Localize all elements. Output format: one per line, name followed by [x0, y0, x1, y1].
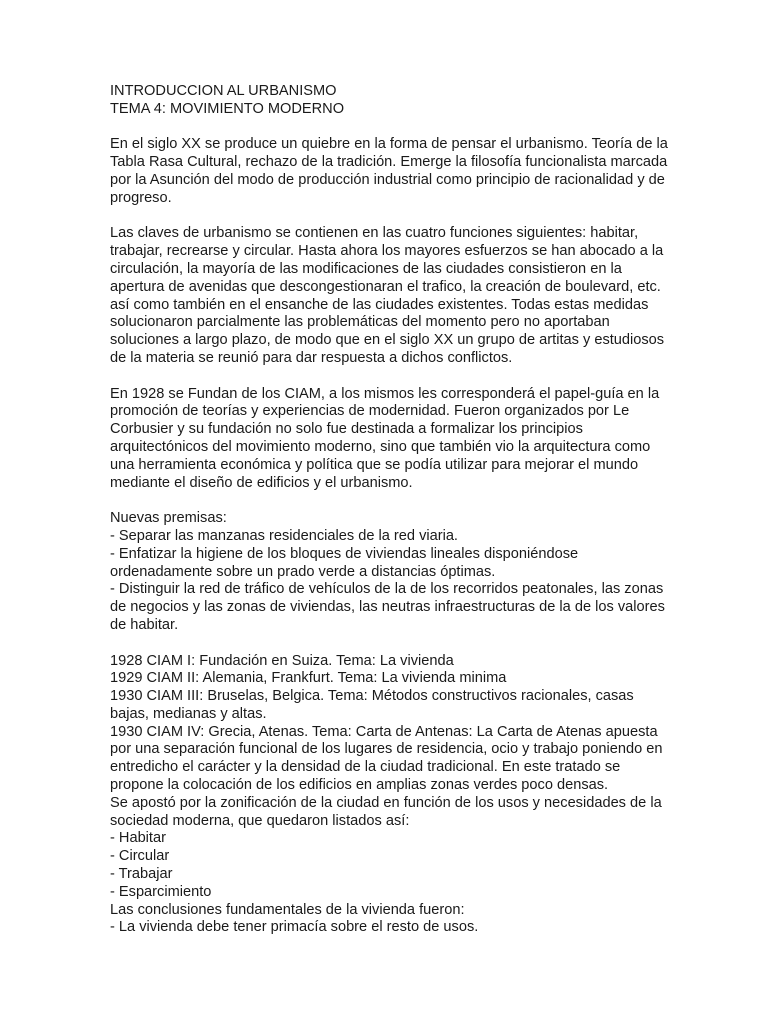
text-line: entredicho el carácter y la densidad de la ciudad tradicional. En este tratado se: [110, 759, 621, 776]
list-item: - Circular: [110, 848, 170, 865]
document-title: INTRODUCCION AL URBANISMO: [110, 83, 337, 99]
text-line: por la Asunción del modo de producción industrial como principio de racionalidad y de: [110, 171, 665, 188]
text-line: promoción de teorías y experiencias de modernidad. Fueron organizados por Le: [110, 403, 630, 420]
list-item: - Esparcimiento: [110, 883, 212, 900]
timeline-entry: 1930 CIAM IV: Grecia, Atenas. Tema: Carta de Antenas: La Carta de Atenas apuesta: [110, 723, 658, 740]
text-line: progreso.: [110, 189, 172, 206]
list-item: - La vivienda debe tener primacía sobre el resto de usos.: [110, 919, 479, 936]
text-line: propone la colocación de los edificios en amplias zonas verdes poco densas.: [110, 777, 609, 794]
text-line: de la materia se reunió para dar respuesta a dichos conflictos.: [110, 349, 513, 366]
timeline-entry: 1930 CIAM III: Bruselas, Belgica. Tema: Métodos constructivos racionales, casas: [110, 688, 634, 705]
text-line: de negocios y las zonas de viviendas, las neutras infraestructuras de la de los valores: [110, 599, 665, 616]
list-item: - Habitar: [110, 830, 166, 847]
paragraph-2: [110, 225, 728, 367]
text-line: así como también en el ensanche de las ciudades existentes. Todas estas medidas: [110, 296, 649, 313]
text-line: Corbusier y su fundación no solo fue destinada a formalizar los principios: [110, 421, 583, 438]
text-line: arquitectónicos del movimiento moderno, sino que también vio la arquitectura como: [110, 438, 651, 455]
text-line: Tabla Rasa Cultural, rechazo de la tradición. Emerge la filosofía funcionalista marcada: [110, 154, 668, 171]
text-line: Las claves de urbanismo se contienen en las cuatro funciones siguientes: habitar,: [110, 225, 639, 242]
list-item: - Trabajar: [110, 866, 173, 883]
text-line: bajas, medianas y altas.: [110, 705, 267, 722]
text-line: de habitar.: [110, 616, 179, 633]
text-line: mediante el diseño de edificios y el urbanismo.: [110, 474, 413, 491]
text-line: solucionaron parcialmente las problemáticas del momento pero no aportaban: [110, 314, 610, 331]
text-line: trabajar, recrearse y circular. Hasta ahora los mayores esfuerzos se han abocado a la: [110, 243, 664, 260]
timeline-entry: 1929 CIAM II: Alemania, Frankfurt. Tema: La vivienda minima: [110, 670, 507, 687]
text-line: En 1928 se Fundan de los CIAM, a los mismos les corresponderá el papel-guía en la: [110, 385, 660, 402]
text-line: En el siglo XX se produce un quiebre en la forma de pensar el urbanismo. Teoría de la: [110, 136, 668, 153]
document-subtitle: TEMA 4: MOVIMIENTO MODERNO: [110, 100, 345, 117]
text-line: sociedad moderna, que quedaron listados así:: [110, 812, 410, 829]
ciam-timeline: [110, 653, 728, 938]
paragraph-1: [110, 136, 728, 207]
text-line: apertura de avenidas que descongestionaran el trafico, la creación de boulevard, etc.: [110, 278, 661, 295]
list-item: - Enfatizar la higiene de los bloques de viviendas lineales disponiéndose: [110, 545, 579, 562]
section-heading: Nuevas premisas:: [110, 510, 227, 527]
text-line: por una separación funcional de los lugares de residencia, ocio y trabajo poniendo en: [110, 741, 663, 758]
timeline-entry: 1928 CIAM I: Fundación en Suiza. Tema: La vivienda: [110, 652, 454, 669]
list-item: - Distinguir la red de tráfico de vehículos de la de los recorridos peatonales, las zonas: [110, 581, 664, 598]
list-item: - Separar las manzanas residenciales de la red viaria.: [110, 527, 458, 544]
text-line: soluciones a largo plazo, de modo que en el siglo XX un grupo de artitas y estudiosos: [110, 332, 665, 349]
text-line: Las conclusiones fundamentales de la vivienda fueron:: [110, 901, 465, 918]
paragraph-3: [110, 386, 728, 493]
text-line: una herramienta económica y política que se podía utilizar para mejorar el mundo: [110, 456, 639, 473]
text-line: ordenadamente sobre un prado verde a distancias óptimas.: [110, 563, 496, 580]
text-line: Se apostó por la zonificación de la ciudad en función de los usos y necesidades de la: [110, 794, 662, 811]
premises-section: [110, 510, 728, 635]
text-line: circulación, la mayoría de las modificaciones de las ciudades consistieron en la: [110, 260, 622, 277]
